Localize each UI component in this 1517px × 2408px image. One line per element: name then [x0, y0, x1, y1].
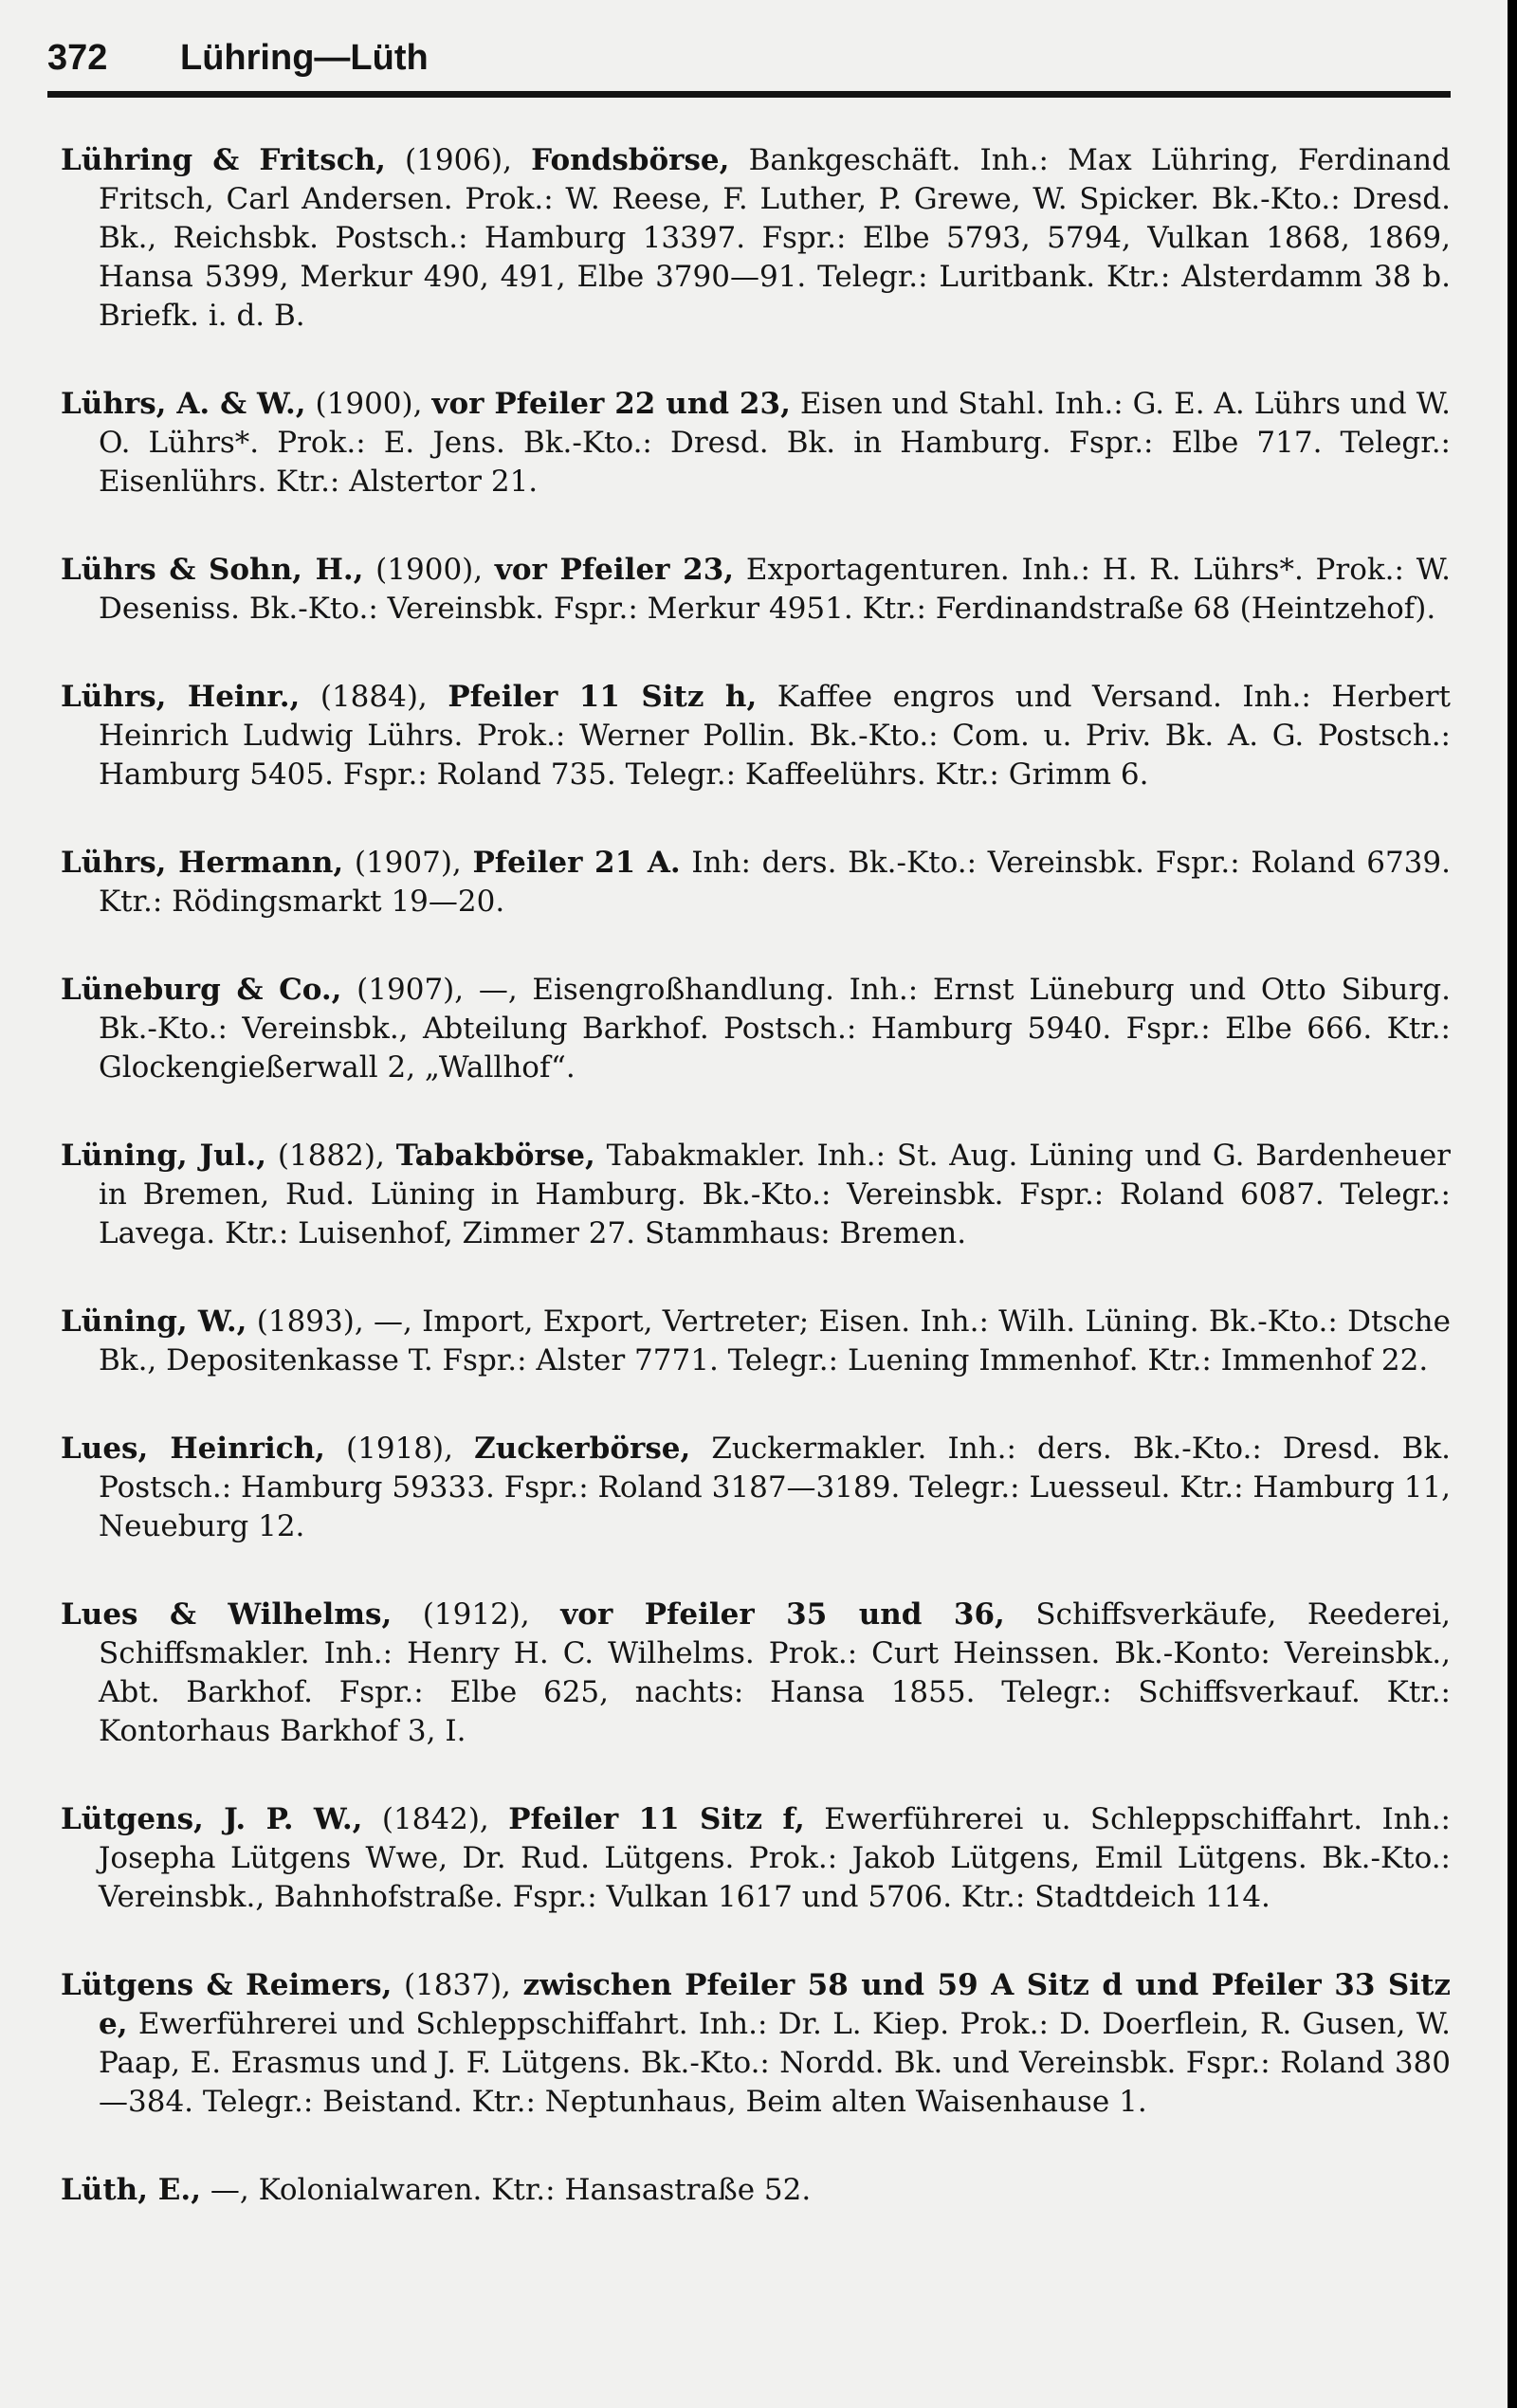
entry-name: Lührs & Sohn, H.,: [61, 553, 364, 587]
entry-founded: (1900),: [363, 553, 495, 587]
entry-name: Lütgens & Reimers,: [61, 1968, 393, 2002]
running-head: [47, 38, 1451, 87]
entry-location: Zuckerbörse,: [474, 1432, 691, 1466]
entry-name: Lues, Heinrich,: [61, 1432, 325, 1466]
entry-location: Pfeiler 11 Sitz h,: [448, 680, 758, 714]
entry-founded: —,: [201, 2173, 259, 2207]
directory-entry: [61, 1800, 1451, 1917]
entry-location: vor Pfeiler 22 und 23,: [431, 387, 791, 421]
entry-founded: (1837),: [392, 1968, 523, 2002]
entry-details: Zuckermakler. Inh.: ders. Bk.-Kto.: Dresd. Bk. Postsch.: Hamburg 59333. Fspr.: Roland 3187—3189. Telegr.: Luesseul. Ktr.: Hamburg 11, Neueburg 12.: [99, 1432, 1451, 1543]
entry-founded: (1884),: [300, 680, 448, 714]
directory-entry: [61, 1596, 1451, 1751]
entry-location: vor Pfeiler 23,: [494, 553, 735, 587]
directory-entry: [61, 678, 1451, 794]
entry-details: Kaffee engros und Versand. Inh.: Herbert Heinrich Ludwig Lührs. Prok.: Werner Pollin. Bk.-Kto.: Com. u. Priv. Bk. A. G. Postsch.: Hamburg 5405. Fspr.: Roland 735. Telegr.: Kaffeelührs. Ktr.: Grimm 6.: [99, 680, 1451, 792]
entry-location: zwischen Pfeiler 58 und 59 A Sitz d und Pfeiler 33 Sitz e,: [99, 1968, 1451, 2041]
page-number: 372: [47, 38, 108, 78]
entry-details: Ewerführerei und Schleppschiffahrt. Inh.: Dr. L. Kiep. Prok.: D. Doerflein, R. Gusen, W. Paap, E. Erasmus und J. F. Lütgens. Bk.-Kto.: Nordd. Bk. und Vereinsbk. Fspr.: Roland 380—384. Telegr.: Beistand. Ktr.: Neptunhaus, Beim alten Waisenhause 1.: [99, 2007, 1451, 2119]
entry-founded: (1842),: [362, 1802, 509, 1836]
entry-location: Pfeiler 21 A.: [472, 846, 681, 880]
entry-founded: (1907), —,: [341, 973, 533, 1007]
entry-name: Lütgens, J. P. W.,: [61, 1802, 363, 1836]
entry-details: Eisengroßhandlung. Inh.: Ernst Lüneburg und Otto Siburg. Bk.-Kto.: Vereinsbk., Abteilung Barkhof. Postsch.: Hamburg 5940. Fspr.: Elbe 666. Ktr.: Glockengießerwall 2, „Wallhof“.: [99, 973, 1451, 1085]
directory-entry: [61, 1430, 1451, 1546]
directory-entry: [61, 385, 1451, 502]
directory-entry: [61, 1303, 1451, 1380]
entry-name: Lüning, W.,: [61, 1304, 247, 1339]
entry-list: [47, 141, 1451, 2210]
entry-details: Inh: ders. Bk.-Kto.: Vereinsbk. Fspr.: Roland 6739. Ktr.: Rödingsmarkt 19—20.: [99, 846, 1451, 919]
entry-location: Pfeiler 11 Sitz f,: [508, 1802, 805, 1836]
entry-location: Tabakbörse,: [395, 1139, 595, 1173]
entry-founded: (1906),: [385, 143, 532, 177]
directory-entry: [61, 551, 1451, 629]
entry-name: Lüning, Jul.,: [61, 1139, 267, 1173]
entry-founded: (1912),: [392, 1597, 561, 1632]
entry-name: Lüneburg & Co.,: [61, 973, 342, 1007]
entry-name: Lührs, A. & W.,: [61, 387, 306, 421]
entry-details: Tabakmakler. Inh.: St. Aug. Lüning und G. Bardenheuer in Bremen, Rud. Lüning in Hamburg. Bk.-Kto.: Vereinsbk. Fspr.: Roland 6087. Telegr.: Lavega. Ktr.: Luisenhof, Zimmer 27. Stammhaus: Bremen.: [99, 1139, 1451, 1250]
entry-details: Import, Export, Vertreter; Eisen. Inh.: Wilh. Lüning. Bk.-Kto.: Dtsche Bk., Depositenkasse T. Fspr.: Alster 7771. Telegr.: Luening Immenhof. Ktr.: Immenhof 22.: [99, 1304, 1451, 1377]
entry-founded: (1893), —,: [247, 1304, 423, 1339]
entry-details: Schiffsverkäufe, Reederei, Schiffsmakler. Inh.: Henry H. C. Wilhelms. Prok.: Curt Heinssen. Bk.-Konto: Vereinsbk., Abt. Barkhof. Fspr.: Elbe 625, nachts: Hansa 1855. Telegr.: Schiffsverkauf. Ktr.: Kontorhaus Barkhof 3, I.: [99, 1597, 1451, 1748]
entry-founded: (1882),: [266, 1139, 396, 1173]
directory-entry: [61, 1966, 1451, 2122]
entry-name: Lührs, Hermann,: [61, 846, 344, 880]
directory-entry: [61, 141, 1451, 336]
directory-entry: [61, 844, 1451, 921]
entry-location: vor Pfeiler 35 und 36,: [560, 1597, 1005, 1632]
entry-name: Lührs, Heinr.,: [61, 680, 301, 714]
entry-details: Exportagenturen. Inh.: H. R. Lührs*. Prok.: W. Deseniss. Bk.-Kto.: Vereinsbk. Fspr.: Merkur 4951. Ktr.: Ferdinandstraße 68 (Heintzehof).: [99, 553, 1451, 626]
entry-founded: (1918),: [324, 1432, 475, 1466]
entry-name: Lüth, E.,: [61, 2173, 201, 2207]
header-rule: [47, 91, 1451, 98]
entry-details: Eisen und Stahl. Inh.: G. E. A. Lührs und W. O. Lührs*. Prok.: E. Jens. Bk.-Kto.: Dresd. Bk. in Hamburg. Fspr.: Elbe 717. Telegr.: Eisenlührs. Ktr.: Alstertor 21.: [99, 387, 1451, 499]
entry-details: Bankgeschäft. Inh.: Max Lühring, Ferdinand Fritsch, Carl Andersen. Prok.: W. Reese, F. Luther, P. Grewe, W. Spicker. Bk.-Kto.: Dresd. Bk., Reichsbk. Postsch.: Hamburg 13397. Fspr.: Elbe 5793, 5794, Vulkan 1868, 1869, Hansa 5399, Merkur 490, 491, Elbe 3790—91. Telegr.: Luritbank. Ktr.: Alsterdamm 38 b. Briefk. i. d. B.: [99, 143, 1451, 333]
entry-founded: (1900),: [305, 387, 432, 421]
directory-entry: [61, 1137, 1451, 1253]
running-title: Lühring—Lüth: [180, 38, 429, 78]
entry-location: Fondsbörse,: [531, 143, 730, 177]
directory-entry: [61, 2171, 1451, 2210]
entry-founded: (1907),: [343, 846, 473, 880]
directory-entry: [61, 971, 1451, 1087]
entry-name: Lues & Wilhelms,: [61, 1597, 393, 1632]
entry-details: Kolonialwaren. Ktr.: Hansastraße 52.: [258, 2173, 812, 2207]
entry-details: Ewerführerei u. Schleppschiffahrt. Inh.: Josepha Lütgens Wwe, Dr. Rud. Lütgens. Prok.: Jakob Lütgens, Emil Lütgens. Bk.-Kto.: Vereinsbk., Bahnhofstraße. Fspr.: Vulkan 1617 und 5706. Ktr.: Stadtdeich 114.: [99, 1802, 1451, 1914]
entry-name: Lühring & Fritsch,: [61, 143, 386, 177]
